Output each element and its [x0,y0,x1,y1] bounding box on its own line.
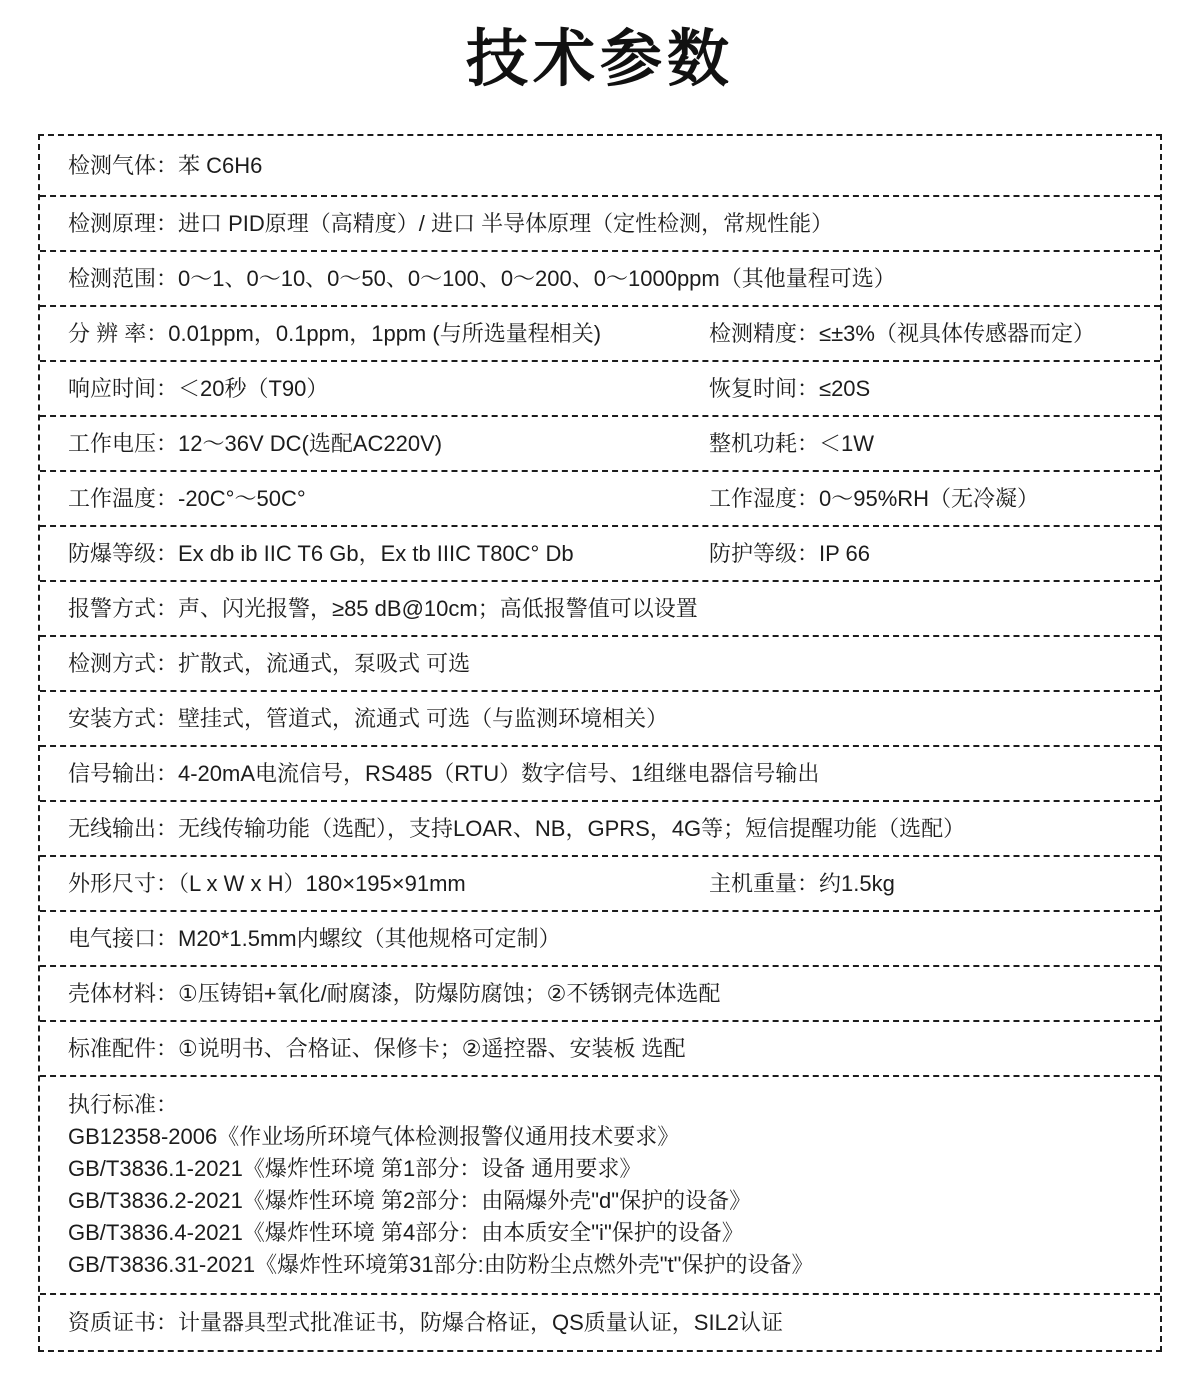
spec-text-resolution: 分 辨 率：0.01ppm，0.1ppm，1ppm (与所选量程相关) [68,320,602,346]
spec-row-detection-range [40,252,1160,307]
spec-row-resolution-accuracy [40,307,1160,362]
spec-row-signal-output [40,747,1160,802]
spec-row-executive-standards [40,1077,1160,1295]
spec-row-housing-material [40,967,1160,1022]
spec-row-temperature-humidity [40,472,1160,527]
spec-text-detection-range: 检测范围：0～1、0～10、0～50、0～100、0～200、0～1000ppm（其他量程可选） [68,265,896,291]
standard-line-gbt3836-31: GB/T3836.31-2021《爆炸性环境第31部分:由防粉尘点燃外壳"t"保护的设备》 [68,1252,814,1277]
page-title: 技术参数 [465,25,734,94]
spec-text-detection-principle: 检测原理：进口 PID原理（高精度）/ 进口 半导体原理（定性检测，常规性能） [68,210,834,236]
spec-text-weight: 主机重量：约1.5kg [709,870,895,896]
spec-text-recovery-time: 恢复时间：≤20S [709,375,871,401]
spec-text-explosionproof-grade: 防爆等级：Ex db ib IIC T6 Gb，Ex tb IIIC T80C° Db [68,540,574,566]
spec-row-detection-mode [40,637,1160,692]
spec-text-housing-material: 壳体材料：①压铸铝+氧化/耐腐漆，防爆防腐蚀；②不锈钢壳体选配 [68,980,721,1006]
spec-text-dimensions: 外形尺寸：（L x W x H）180×195×91mm [68,870,466,896]
executive-standards-heading: 执行标准： [68,1092,179,1117]
spec-text-qualification-certificates: 资质证书：计量器具型式批准证书，防爆合格证，QS质量认证，SIL2认证 [68,1309,784,1335]
spec-row-installation-mode [40,692,1160,747]
standard-line-gb12358: GB12358-2006《作业场所环境气体检测报警仪通用技术要求》 [68,1124,680,1149]
spec-text-protection-grade: 防护等级：IP 66 [709,540,870,566]
spec-row-detection-gas [40,136,1160,197]
spec-row-explosionproof-protection [40,527,1160,582]
spec-text-wireless-output: 无线输出：无线传输功能（选配），支持LOAR、NB，GPRS，4G等；短信提醒功能（选配） [68,815,966,841]
standard-line-gbt3836-4: GB/T3836.4-2021《爆炸性环境 第4部分：由本质安全"i"保护的设备》 [68,1220,744,1245]
spec-row-standard-accessories [40,1022,1160,1077]
spec-table [38,134,1162,1352]
spec-text-standard-accessories: 标准配件：①说明书、合格证、保修卡；②遥控器、安装板 选配 [68,1035,686,1061]
spec-text-signal-output: 信号输出：4-20mA电流信号，RS485（RTU）数字信号、1组继电器信号输出 [68,760,820,786]
spec-text-accuracy: 检测精度：≤±3%（视具体传感器而定） [709,320,1095,346]
spec-row-wireless-output [40,802,1160,857]
spec-row-qualification-certificates [40,1295,1160,1350]
spec-row-electrical-interface [40,912,1160,967]
standard-line-gbt3836-1: GB/T3836.1-2021《爆炸性环境 第1部分：设备 通用要求》 [68,1156,642,1181]
spec-row-dimensions-weight [40,857,1160,912]
spec-text-power-consumption: 整机功耗：＜1W [709,430,875,456]
spec-text-working-temperature: 工作温度：-20C°～50C° [68,485,306,511]
spec-row-alarm-mode [40,582,1160,637]
spec-row-detection-principle [40,197,1160,252]
spec-text-working-humidity: 工作湿度：0～95%RH（无冷凝） [709,485,1040,511]
spec-text-detection-mode: 检测方式：扩散式，流通式，泵吸式 可选 [68,650,471,676]
spec-text-electrical-interface: 电气接口：M20*1.5mm内螺纹（其他规格可定制） [68,925,561,951]
standard-line-gbt3836-2: GB/T3836.2-2021《爆炸性环境 第2部分：由隔爆外壳"d"保护的设备》 [68,1188,752,1213]
spec-row-voltage-power [40,417,1160,472]
spec-text-detection-gas: 检测气体：苯 C6H6 [68,152,263,178]
spec-text-working-voltage: 工作电压：12～36V DC(选配AC220V) [68,430,443,456]
spec-text-installation-mode: 安装方式：壁挂式，管道式，流通式 可选（与监测环境相关） [68,705,669,731]
spec-text-response-time: 响应时间：＜20秒（T90） [68,375,329,401]
spec-text-alarm-mode: 报警方式：声、闪光报警，≥85 dB@10cm；高低报警值可以设置 [68,595,698,621]
spec-row-response-recovery-time [40,362,1160,417]
